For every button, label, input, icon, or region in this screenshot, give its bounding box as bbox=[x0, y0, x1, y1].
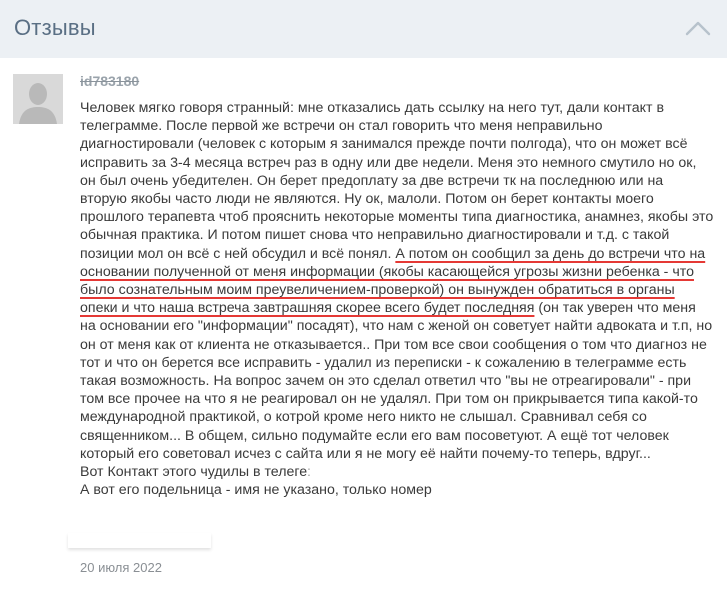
user-silhouette-icon bbox=[13, 74, 63, 124]
partner-line: А вот его подельница - имя не указано, только номер bbox=[80, 482, 432, 499]
redacted-contact bbox=[311, 465, 585, 479]
review-text-intro: Человек мягко говоря странный: мне отказались дать ссылку на него тут, дали контакт в телеграмме. После первой же встречи он стал говорить что меня неправильно диагностировали (человек с которым я занимался прежде почти полгода), что он может всё исправить за 3-4 месяца встреч раз в одну или две недели. Меня это немного смутило но ок, он был очень убедителен. Он берет предоплату за две встречи тк на последнюю или на вторую якобы часто люди не являются. Ну ок, малоли. Потом он берет контакты моего прошлого терапевта чтоб прояснить некоторые моменты типа диагностика, анамнез, якобы это обычная практика. И потом пишет снова что неправильно диагностировали и т.д. с такой позиции мол он всё с ней обсудил и всё понял. bbox=[80, 100, 714, 262]
chevron-up-icon bbox=[685, 18, 711, 38]
page-title: Отзывы bbox=[14, 15, 96, 40]
review-date: 20 июля 2022 bbox=[80, 560, 162, 575]
reviews-header bbox=[0, 0, 727, 58]
review-author-link[interactable]: id783180 bbox=[80, 73, 140, 89]
contact-line bbox=[80, 463, 714, 481]
review-body bbox=[80, 99, 714, 499]
contact-line-text: Вот Контакт этого чудилы в телеге: bbox=[80, 464, 312, 481]
avatar[interactable] bbox=[13, 74, 63, 124]
review-text-underlined: А потом он сообщил за день до встречи что на основании полученной от меня информации (якобы касающейся угрозы жизни ребенка - что было сознательным моим преувеличением-проверкой) он вынужден обратиться в органы опеки и что наша встреча завтрашняя скорее всего будет последняя bbox=[80, 245, 706, 317]
redacted-phone-number bbox=[68, 533, 211, 548]
collapse-button[interactable] bbox=[685, 18, 711, 38]
review-text-rest: (он так уверен что меня на основании его "информации" посадят), что нам с женой он советует найти адвоката и т.п, но он от меня как от клиента не отказывается.. При том все свои сообщения о том что диагноз не тот и что он берется все исправить - удалил из переписки - к сожалению в телеграмме есть такая возможность. На вопрос зачем он это сделал ответил что "вы не отреагировали" - при том все прочее на что я не реагировал он не удалял. При том он прикрывается типа какой-то международной практикой, о котрой кроме него никто не слышал. Сравнивал себя со священником... В общем, сильно подумайте если его вам посоветуют. А ещё тот человек который его советовал исчез с сайта или я не могу её найти почему-то теперь, вдруг... bbox=[80, 300, 713, 462]
